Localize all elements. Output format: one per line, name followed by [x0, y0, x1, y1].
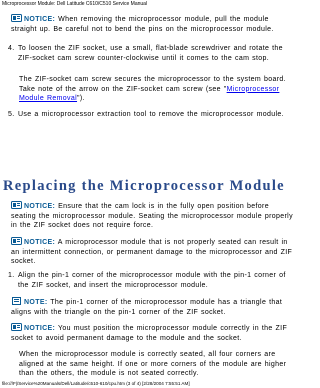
microprocessor-module-removal-link[interactable]: Microprocessor Module Removal — [19, 85, 280, 102]
notice-icon — [11, 201, 22, 209]
notice-text: A microprocessor module that is not properly seated can result in an intermittent connection, or permanent damage to the microprocessor and ZIF socket. — [11, 239, 293, 265]
notice-icon — [11, 14, 22, 22]
notice-position — [11, 323, 295, 343]
step-5 — [8, 110, 294, 120]
notice-text: You must position the microprocessor module correctly in the ZIF socket to avoid permanent damage to the module and the socket. — [11, 325, 288, 342]
step-text: Use a microprocessor extraction tool to remove the microprocessor module. — [18, 111, 284, 118]
note-text: The pin-1 corner of the microprocessor module has a triangle that aligns with the triangle on the pin-1 corner of the ZIF socket. — [11, 299, 283, 316]
notice-remove-module — [11, 14, 295, 34]
seated-paragraph: When the microprocessor module is correctly seated, all four corners are aligned at the same height. If one or more corners of the module are higher than the others, the module is not seated correctly. — [19, 351, 287, 377]
step-number: 4. — [8, 45, 15, 52]
step-number: 5. — [8, 111, 15, 118]
step-text: Align the pin-1 corner of the microprocessor module with the pin-1 corner of the ZIF socket, and insert the microprocessor module. — [18, 272, 286, 289]
notice-icon — [11, 323, 22, 331]
notice-icon — [11, 237, 22, 245]
step-number: 1. — [8, 272, 15, 279]
notice-label: NOTICE: — [24, 203, 56, 210]
cam-screw-paragraph — [19, 75, 295, 104]
notice-label: NOTICE: — [24, 239, 56, 246]
note-pin1-triangle — [11, 297, 295, 317]
file-path-footer: file:///F|/Service%20Manuals/Dell/Latitude/c510-610/cpu.htm (3 of 4) [2/28/2004 7:55:51 AM] — [2, 381, 190, 386]
step-1 — [8, 271, 294, 290]
paragraph-text-end: "). — [77, 95, 85, 102]
note-icon — [11, 297, 22, 305]
notice-cam-lock — [11, 201, 295, 231]
notice-seating — [11, 237, 295, 267]
section-heading: Replacing the Microprocessor Module — [3, 178, 285, 194]
notice-label: NOTICE: — [24, 16, 56, 23]
paragraph-text: The ZIF-socket cam screw secures the microprocessor to the system board. Take note of the arrow on the ZIF-socket cam screw (see " — [19, 76, 286, 93]
notice-text: When removing the microprocessor module, pull the module straight up. Be careful not to bend the pins on the microprocessor module. — [11, 16, 274, 33]
window-title: Microprocessor Module: Dell Latitude C610/C510 Service Manual — [2, 1, 148, 7]
notice-text: Ensure that the cam lock is in the fully open position before seating the microprocessor module. Seating the microprocessor module properly in the ZIF socket does not require force. — [11, 203, 293, 229]
step-text: To loosen the ZIF socket, use a small, flat-blade screwdriver and rotate the ZIF-socket cam screw counter-clockwise until it comes to the cam stop. — [18, 45, 283, 62]
note-label: NOTE: — [24, 299, 48, 306]
notice-label: NOTICE: — [24, 325, 56, 332]
step-4 — [8, 44, 294, 63]
